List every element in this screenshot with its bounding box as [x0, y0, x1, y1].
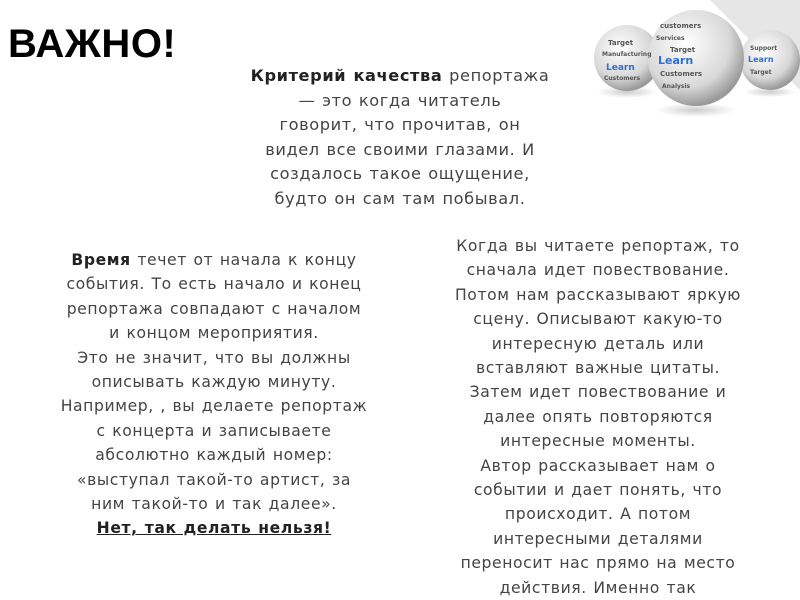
svg-text:Target: Target	[608, 39, 634, 47]
time-line: репортажа совпадают с началом	[66, 299, 362, 318]
svg-text:Target: Target	[750, 69, 772, 76]
svg-text:Services: Services	[656, 35, 685, 42]
structure-line: происходит. А потом	[504, 505, 692, 524]
svg-text:Customers: Customers	[604, 75, 641, 82]
svg-text:Learn: Learn	[658, 54, 694, 67]
page-title: ВАЖНО!	[8, 22, 177, 66]
criterion-line: говорит, что прочитав, он	[279, 115, 521, 134]
criterion-lead: Критерий качества	[250, 66, 443, 85]
criterion-line: — это когда читатель	[298, 90, 502, 110]
criterion-line: видел все своими глазами. И	[265, 139, 535, 159]
svg-text:Learn: Learn	[606, 63, 635, 73]
structure-line: Автор рассказывает нам о	[480, 456, 716, 475]
time-line: и концом мероприятия.	[109, 324, 319, 343]
structure-line: сначала идет повествование.	[466, 261, 730, 280]
structure-line: вставляют важные цитаты.	[475, 359, 721, 378]
structure-line: действия. Именно так	[499, 578, 697, 597]
svg-text:Support: Support	[750, 45, 778, 52]
structure-line: переносит нас прямо на место	[460, 554, 736, 573]
time-line: Например, , вы делаете репортаж	[60, 397, 368, 416]
structure-line: интересную деталь или	[491, 334, 705, 353]
svg-text:Customers: Customers	[660, 70, 703, 78]
svg-text:Learn: Learn	[748, 55, 774, 64]
time-line: течет от начала к концу	[137, 251, 357, 269]
svg-text:Analysis: Analysis	[662, 83, 691, 90]
criterion-line: будто он сам там побывал.	[274, 188, 526, 208]
svg-text:Target: Target	[670, 46, 696, 54]
warning-text: Нет, так делать нельзя!	[96, 519, 332, 538]
structure-line: интересными деталями	[493, 529, 703, 548]
criterion-line: репортажа	[449, 66, 550, 85]
structure-block	[418, 234, 778, 600]
time-lead: Время	[71, 251, 131, 269]
time-line: события. То есть начало и конец	[66, 275, 362, 294]
time-line: ним такой-то и так далее».	[91, 495, 337, 514]
time-line: описывать каждую минуту.	[91, 373, 337, 392]
structure-line: интересные моменты.	[500, 432, 696, 451]
time-line: с концерта и записываете	[96, 421, 332, 440]
structure-line: Потом нам рассказывают яркую	[454, 285, 742, 304]
svg-text:customers: customers	[660, 22, 702, 30]
time-line: «выступал такой-то артист, за	[76, 470, 352, 489]
time-line: Это не значит, что вы должны	[77, 348, 351, 367]
word-cloud-spheres-icon	[590, 0, 800, 120]
structure-line: Затем идет повествование и	[469, 383, 727, 402]
structure-line: сцену. Описывают какую-то	[473, 310, 723, 329]
svg-text:Manufacturing: Manufacturing	[602, 51, 652, 58]
time-line: абсолютно каждый номер:	[95, 446, 333, 465]
structure-line: событии и дает понять, что	[473, 481, 723, 500]
time-block	[24, 248, 404, 541]
structure-line: Когда вы читаете репортаж, то	[456, 237, 740, 255]
quality-criterion-block	[210, 64, 590, 211]
criterion-line: создалось такое ощущение,	[270, 164, 530, 183]
structure-line: далее опять повторяются	[483, 407, 713, 426]
